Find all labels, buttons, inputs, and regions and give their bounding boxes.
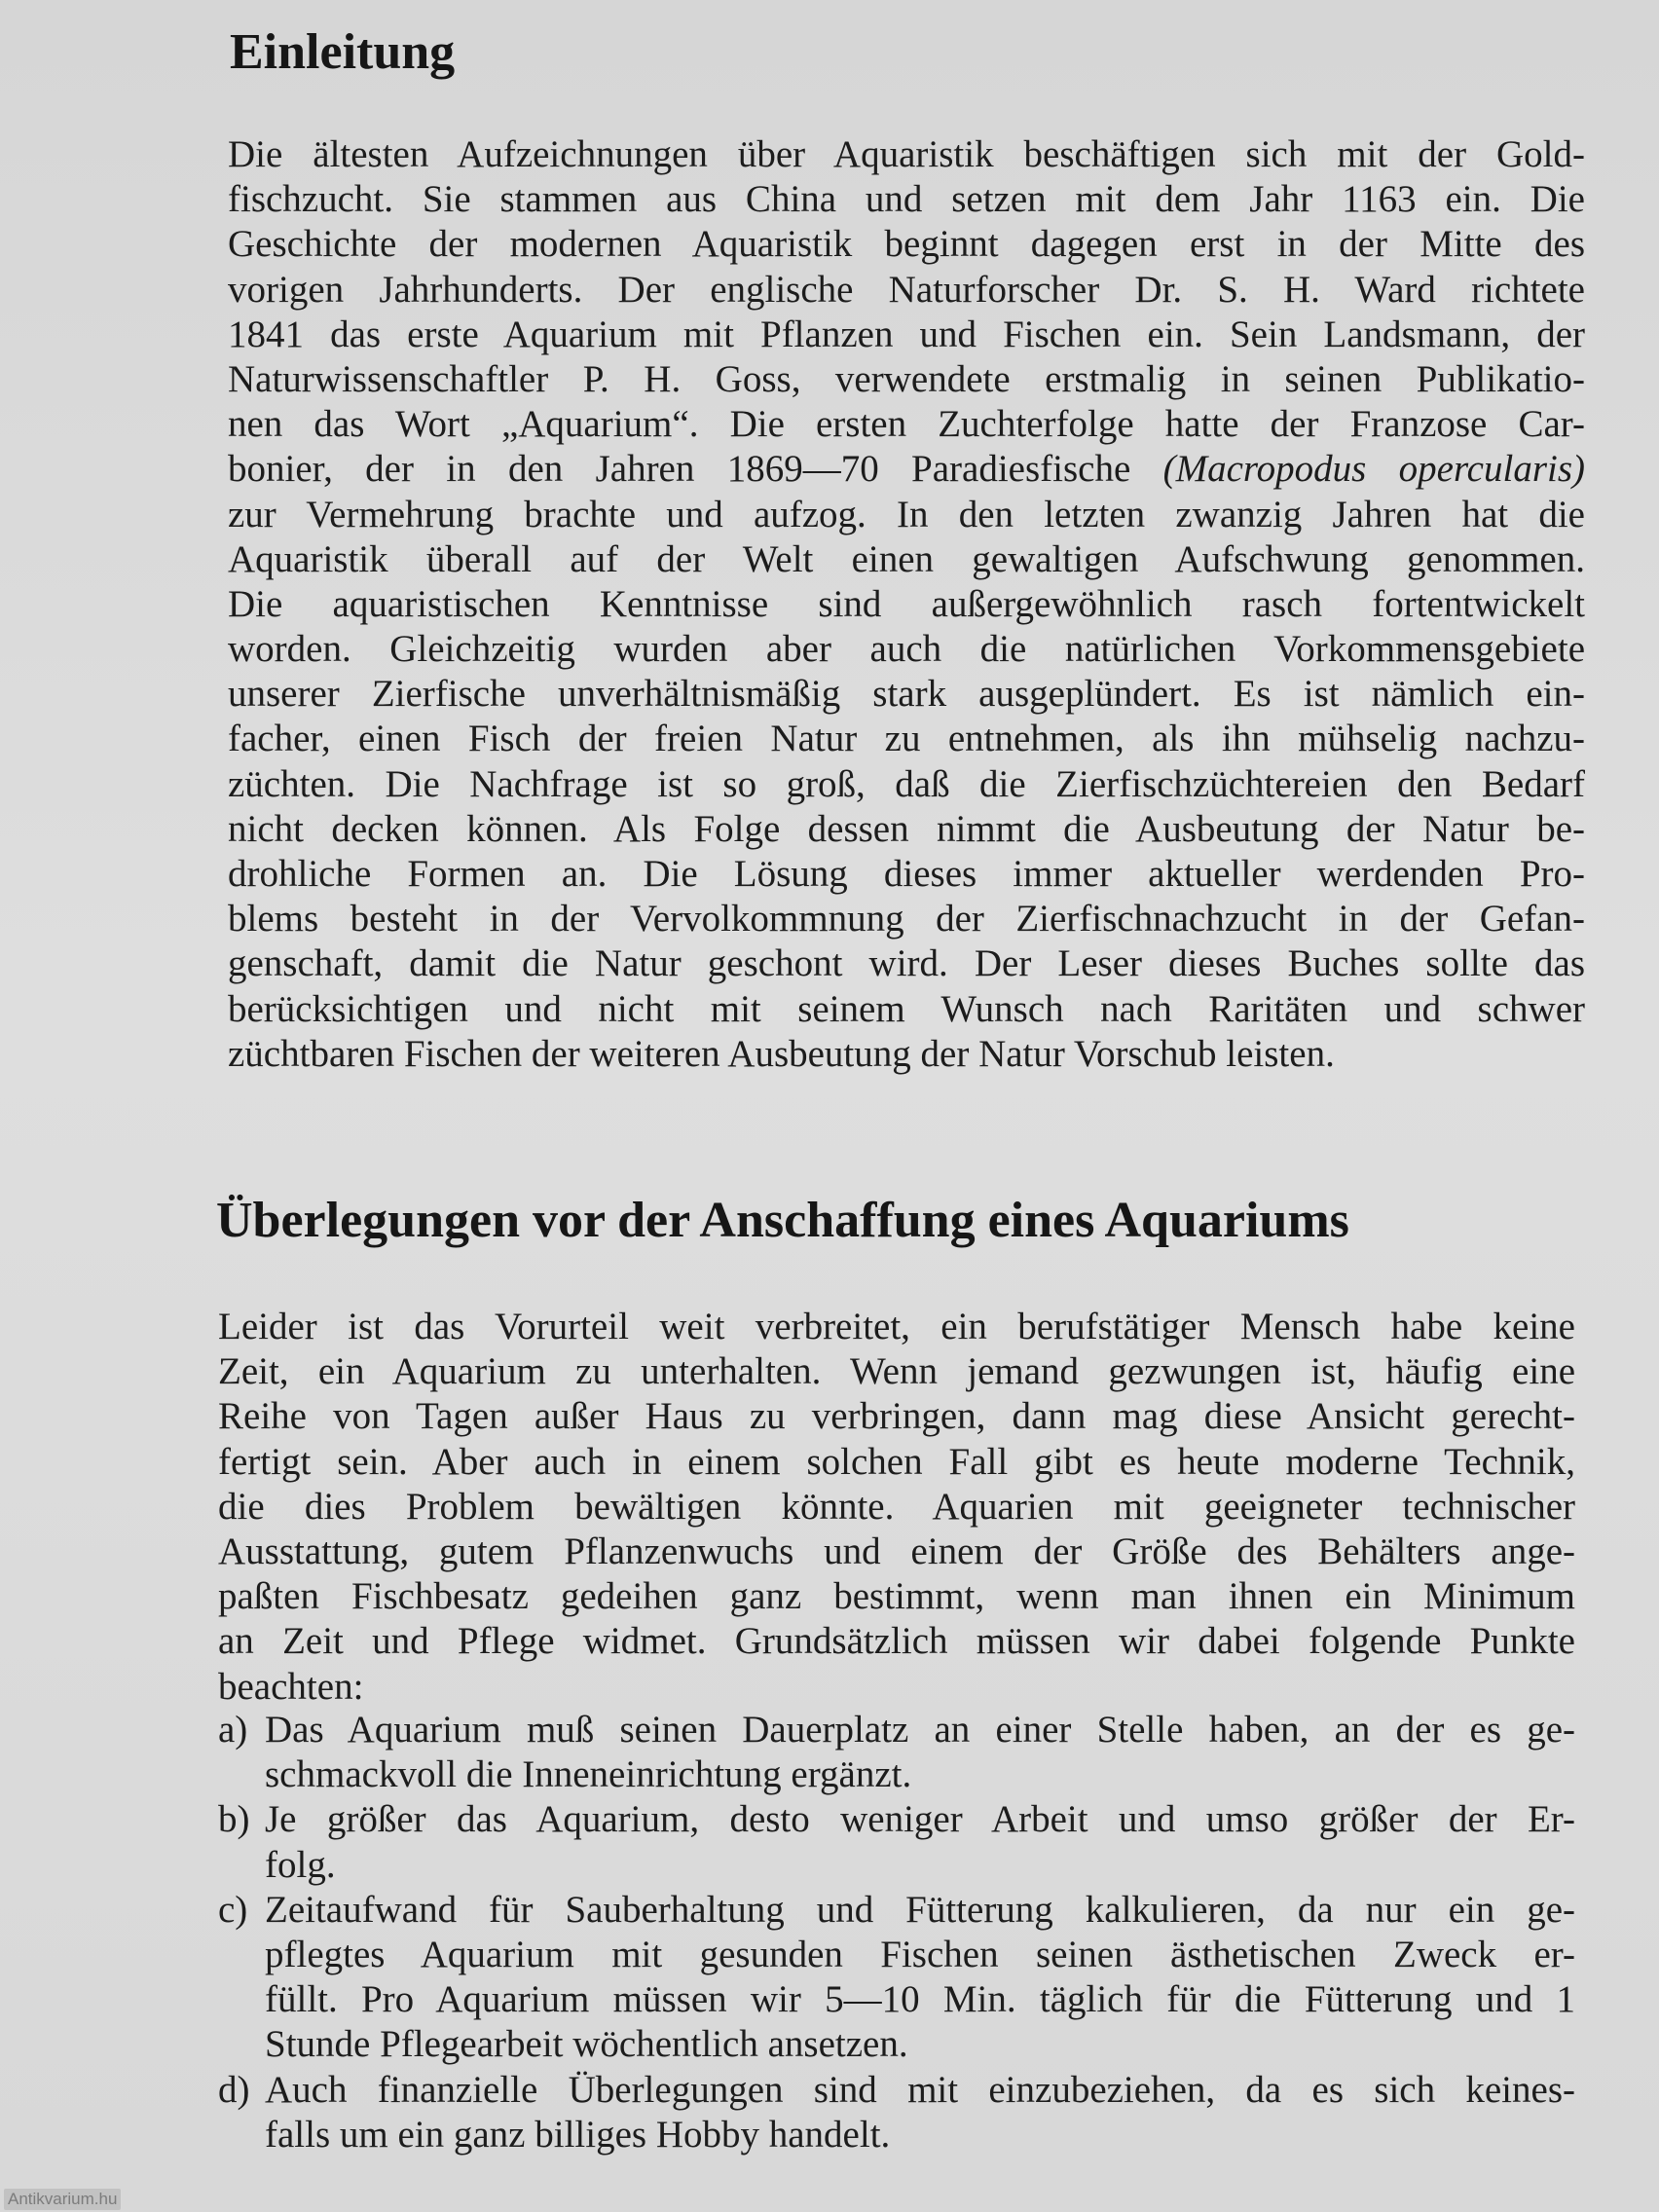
text-line-with-species — [228, 447, 1585, 492]
list-item-label: c) — [218, 1888, 248, 1931]
text-line: 1841 das erste Aquarium mit Pflanzen und Fischen ein. Sein Landsmann, der — [228, 313, 1585, 355]
section-heading-einleitung: Einleitung — [230, 24, 456, 80]
list-item-text: Zeitaufwand für Sauberhaltung und Fütterung kalkulieren, da nur ein ge- — [265, 1888, 1575, 1931]
text-segment: bonier, der in den Jahren 1869—70 Paradiesfische — [228, 448, 1131, 491]
species-name: (Macropodus opercularis) — [1162, 448, 1585, 491]
list-item-text: pflegtes Aquarium mit gesunden Fischen seinen ästhetischen Zweck er- — [265, 1933, 1575, 1975]
list-item-text: Je größer das Aquarium, desto weniger Arbeit und umso größer der Er- — [265, 1798, 1575, 1841]
list-item-text: Stunde Pflegearbeit wöchentlich ansetzen. — [265, 2023, 908, 2066]
list-item-text: Auch finanzielle Überlegungen sind mit einzubeziehen, da es sich keines- — [265, 2068, 1575, 2111]
paragraph-einleitung — [228, 132, 1585, 1077]
text-line: beachten: — [218, 1665, 364, 1708]
list-item-a-continuation — [218, 1752, 1575, 1797]
text-line: Ausstattung, gutem Pflanzenwuchs und einem der Größe des Behälters ange- — [218, 1530, 1575, 1572]
text-line: die dies Problem bewältigen könnte. Aquarien mit geeigneter technischer — [218, 1485, 1575, 1528]
text-line: facher, einen Fisch der freien Natur zu entnehmen, als ihn mühselig nachzu- — [228, 718, 1585, 760]
text-line: Zeit, ein Aquarium zu unterhalten. Wenn jemand gezwungen ist, häufig eine — [218, 1350, 1575, 1393]
list-item-c-continuation — [218, 1933, 1575, 1977]
text-line: vorigen Jahrhunderts. Der englische Naturforscher Dr. S. H. Ward richtete — [228, 268, 1585, 311]
text-line: fischzucht. Sie stammen aus China und setzen mit dem Jahr 1163 ein. Die — [228, 178, 1585, 221]
list-item-a — [218, 1708, 1575, 1752]
list-item-text: füllt. Pro Aquarium müssen wir 5—10 Min. täglich für die Fütterung und 1 — [265, 1978, 1575, 2021]
list-item-text: falls um ein ganz billiges Hobby handelt. — [265, 2113, 891, 2156]
text-line: worden. Gleichzeitig wurden aber auch die natürlichen Vorkommensgebiete — [228, 628, 1585, 671]
watermark: Antikvarium.hu — [4, 2189, 121, 2210]
list-item-label: a) — [218, 1709, 248, 1751]
text-line: nen das Wort „Aquarium“. Die ersten Zuchterfolge hatte der Franzose Car- — [228, 403, 1585, 446]
list-item-b — [218, 1797, 1575, 1842]
text-line: blems besteht in der Vervolkommnung der Zierfischnachzucht in der Gefan- — [228, 898, 1585, 940]
text-line: genschaft, damit die Natur geschont wird. Der Leser dieses Buches sollte das — [228, 942, 1585, 985]
section-heading-ueberlegungen: Überlegungen vor der Anschaffung eines Aquariums — [216, 1193, 1349, 1248]
text-line: züchtbaren Fischen der weiteren Ausbeutung der Natur Vorschub leisten. — [228, 1032, 1335, 1075]
text-line: drohliche Formen an. Die Lösung dieses immer aktueller werdenden Pro- — [228, 853, 1585, 895]
list-item-label: b) — [218, 1798, 250, 1841]
text-line: Die ältesten Aufzeichnungen über Aquaristik beschäftigen sich mit der Gold- — [228, 133, 1585, 175]
list-item-text: schmackvoll die Inneneinrichtung ergänzt. — [265, 1753, 912, 1796]
text-line: paßten Fischbesatz gedeihen ganz bestimmt, wenn man ihnen ein Minimum — [218, 1575, 1575, 1618]
list-item-text: Das Aquarium muß seinen Dauerplatz an einer Stelle haben, an der es ge- — [265, 1709, 1575, 1751]
paragraph-ueberlegungen — [218, 1305, 1575, 1710]
list-item-c-continuation — [218, 2022, 1575, 2067]
list-item-text: folg. — [265, 1843, 336, 1886]
text-line: fertigt sein. Aber auch in einem solchen Fall gibt es heute moderne Technik, — [218, 1440, 1575, 1483]
list-item-d — [218, 2068, 1575, 2113]
text-line: zur Vermehrung brachte und aufzog. In den letzten zwanzig Jahren hat die — [228, 493, 1585, 535]
text-line: Reihe von Tagen außer Haus zu verbringen, dann mag diese Ansicht gerecht- — [218, 1395, 1575, 1438]
text-line: an Zeit und Pflege widmet. Grundsätzlich müssen wir dabei folgende Punkte — [218, 1620, 1575, 1663]
list-item-c — [218, 1888, 1575, 1933]
text-line: Die aquaristischen Kenntnisse sind außergewöhnlich rasch fortentwickelt — [228, 582, 1585, 625]
list-item-c-continuation — [218, 1977, 1575, 2022]
list-considerations — [218, 1708, 1575, 2157]
list-item-d-continuation — [218, 2113, 1575, 2157]
text-line: Leider ist das Vorurteil weit verbreitet, ein berufstätiger Mensch habe keine — [218, 1306, 1575, 1347]
text-line: unserer Zierfische unverhältnismäßig stark ausgeplündert. Es ist nämlich ein- — [228, 673, 1585, 716]
list-item-b-continuation — [218, 1843, 1575, 1888]
text-line: züchten. Die Nachfrage ist so groß, daß die Zierfischzüchtereien den Bedarf — [228, 762, 1585, 805]
list-item-label: d) — [218, 2068, 250, 2111]
text-line: berücksichtigen und nicht mit seinem Wunsch nach Raritäten und schwer — [228, 987, 1585, 1030]
text-line: nicht decken können. Als Folge dessen nimmt die Ausbeutung der Natur be- — [228, 807, 1585, 850]
text-line: Naturwissenschaftler P. H. Goss, verwendete erstmalig in seinen Publikatio- — [228, 357, 1585, 400]
text-line: Aquaristik überall auf der Welt einen gewaltigen Aufschwung genommen. — [228, 537, 1585, 580]
text-line: Geschichte der modernen Aquaristik beginnt dagegen erst in der Mitte des — [228, 223, 1585, 266]
